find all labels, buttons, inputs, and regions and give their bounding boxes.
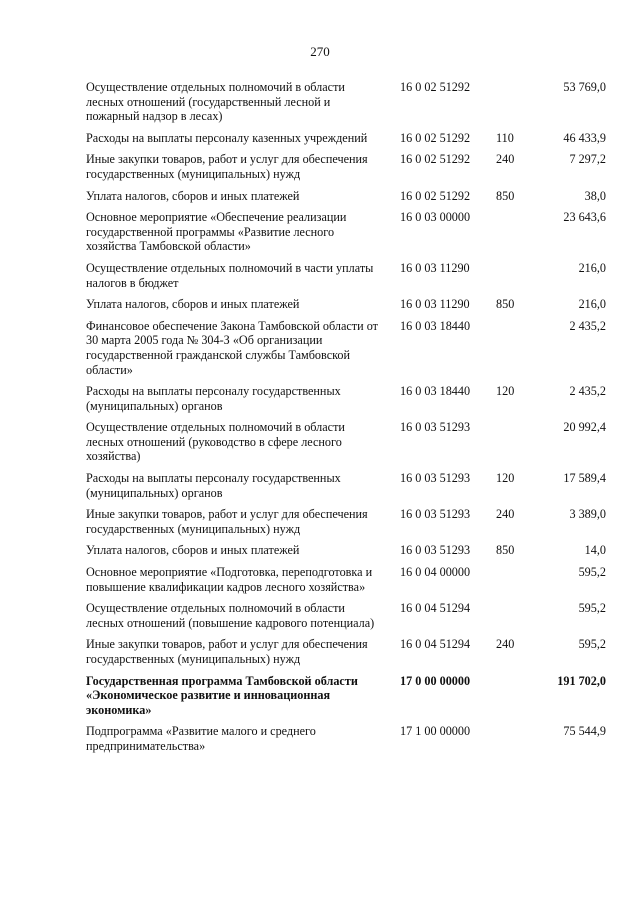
row-code: 16 0 03 00000 [400,210,471,225]
row-name: Осуществление отдельных полномочий в области лесных отношений (руководство в сфере лесного хозяйства) [86,420,345,464]
row-amount: 38,0 [584,188,606,203]
row-name: Осуществление отдельных полномочий в области лесных отношений (повышение кадрового потенциала) [86,601,375,630]
row-name: Основное мероприятие «Подготовка, переподготовка и повышение квалификации кадров лесного хозяйства» [86,565,373,594]
page-number: 270 [310,44,330,59]
row-code: 16 0 02 51292 [400,130,471,145]
row-expense-type [496,565,536,601]
row-code: 16 0 02 51292 [400,188,471,203]
row-expense-type: 240 [496,637,515,652]
row-name: Осуществление отдельных полномочий в области лесных отношений (государственный лесной и пожарный надзор в лесах) [86,80,345,124]
table-row [86,601,606,637]
row-code: 16 0 04 51294 [400,601,471,616]
row-expense-type [496,724,536,760]
row-code: 16 0 02 51292 [400,80,471,94]
row-code: 17 1 00 00000 [400,724,471,739]
table-row [86,507,606,543]
row-name: Государственная программа Тамбовской области «Экономическое развитие и инновационная экономика» [86,673,358,717]
row-code: 16 0 02 51292 [400,152,471,167]
row-expense-type: 120 [496,384,515,399]
row-name: Финансовое обеспечение Закона Тамбовской области от 30 марта 2005 года № 304-З «Об организации государственной гражданской службы Тамбовской области» [86,318,378,377]
row-amount: 20 992,4 [563,420,606,435]
row-expense-type: 850 [496,297,515,312]
row-expense-type: 850 [496,543,515,558]
row-expense-type [496,319,536,384]
row-name: Подпрограмма «Развитие малого и среднего предпринимательства» [86,724,316,753]
row-amount: 216,0 [578,297,606,312]
row-name: Уплата налогов, сборов и иных платежей [86,297,300,312]
table-row [86,637,606,673]
row-code: 16 0 03 11290 [400,297,470,312]
table-row [86,724,606,760]
row-amount: 2 435,2 [569,318,606,333]
row-code: 16 0 03 51293 [400,471,471,486]
row-expense-type: 110 [496,130,514,145]
table-row [86,210,606,261]
row-name: Иные закупки товаров, работ и услуг для обеспечения государственных (муниципальных) нужд [86,637,368,666]
row-amount: 3 389,0 [569,507,606,522]
row-name: Расходы на выплаты персоналу государственных (муниципальных) органов [86,471,341,500]
row-name: Расходы на выплаты персоналу казенных учреждений [86,130,368,145]
row-expense-type [496,420,536,471]
row-name: Иные закупки товаров, работ и услуг для обеспечения государственных (муниципальных) нужд [86,507,368,536]
table-row [86,543,606,565]
row-code: 16 0 03 51293 [400,507,471,522]
row-code: 17 0 00 00000 [400,673,471,688]
row-amount: 46 433,9 [563,130,606,145]
row-expense-type [496,210,536,261]
row-amount: 17 589,4 [563,471,606,486]
row-amount: 595,2 [578,637,606,652]
row-amount: 23 643,6 [563,210,606,225]
row-amount: 75 544,9 [563,724,606,739]
row-expense-type [496,80,536,131]
table-row [86,319,606,384]
table-row [86,80,606,131]
row-amount: 53 769,0 [563,80,606,94]
table-row [86,674,606,725]
row-code: 16 0 03 51293 [400,543,471,558]
table-row [86,471,606,507]
row-expense-type [496,601,536,637]
table-row [86,420,606,471]
row-name: Иные закупки товаров, работ и услуг для обеспечения государственных (муниципальных) нужд [86,152,368,181]
row-amount: 595,2 [578,565,606,580]
row-name: Осуществление отдельных полномочий в части уплаты налогов в бюджет [86,260,374,290]
table-row [86,297,606,319]
table-row [86,189,606,211]
row-name: Уплата налогов, сборов и иных платежей [86,188,300,203]
table-row [86,261,606,297]
row-name: Уплата налогов, сборов и иных платежей [86,543,300,558]
row-expense-type: 850 [496,188,515,203]
table-row [86,565,606,601]
row-code: 16 0 03 18440 [400,384,471,399]
row-amount: 7 297,2 [569,152,606,167]
row-expense-type [496,674,536,725]
table-row [86,152,606,188]
row-name: Основное мероприятие «Обеспечение реализации государственной программы «Развитие лесного хозяйства Тамбовской области» [86,210,347,254]
table-row [86,384,606,420]
row-name: Расходы на выплаты персоналу государственных (муниципальных) органов [86,384,341,413]
row-amount: 216,0 [578,260,606,275]
row-code: 16 0 03 51293 [400,420,471,435]
row-expense-type: 240 [496,152,515,167]
row-code: 16 0 04 51294 [400,637,471,652]
row-expense-type: 240 [496,507,515,522]
budget-table [86,80,606,761]
row-expense-type [496,261,536,297]
table-row [86,131,606,153]
row-amount: 595,2 [578,601,606,616]
row-expense-type: 120 [496,471,515,486]
row-amount: 14,0 [584,543,606,558]
row-amount: 191 702,0 [557,673,606,688]
row-amount: 2 435,2 [569,384,606,399]
row-code: 16 0 03 11290 [400,260,470,275]
row-code: 16 0 04 00000 [400,565,471,580]
row-code: 16 0 03 18440 [400,318,471,333]
